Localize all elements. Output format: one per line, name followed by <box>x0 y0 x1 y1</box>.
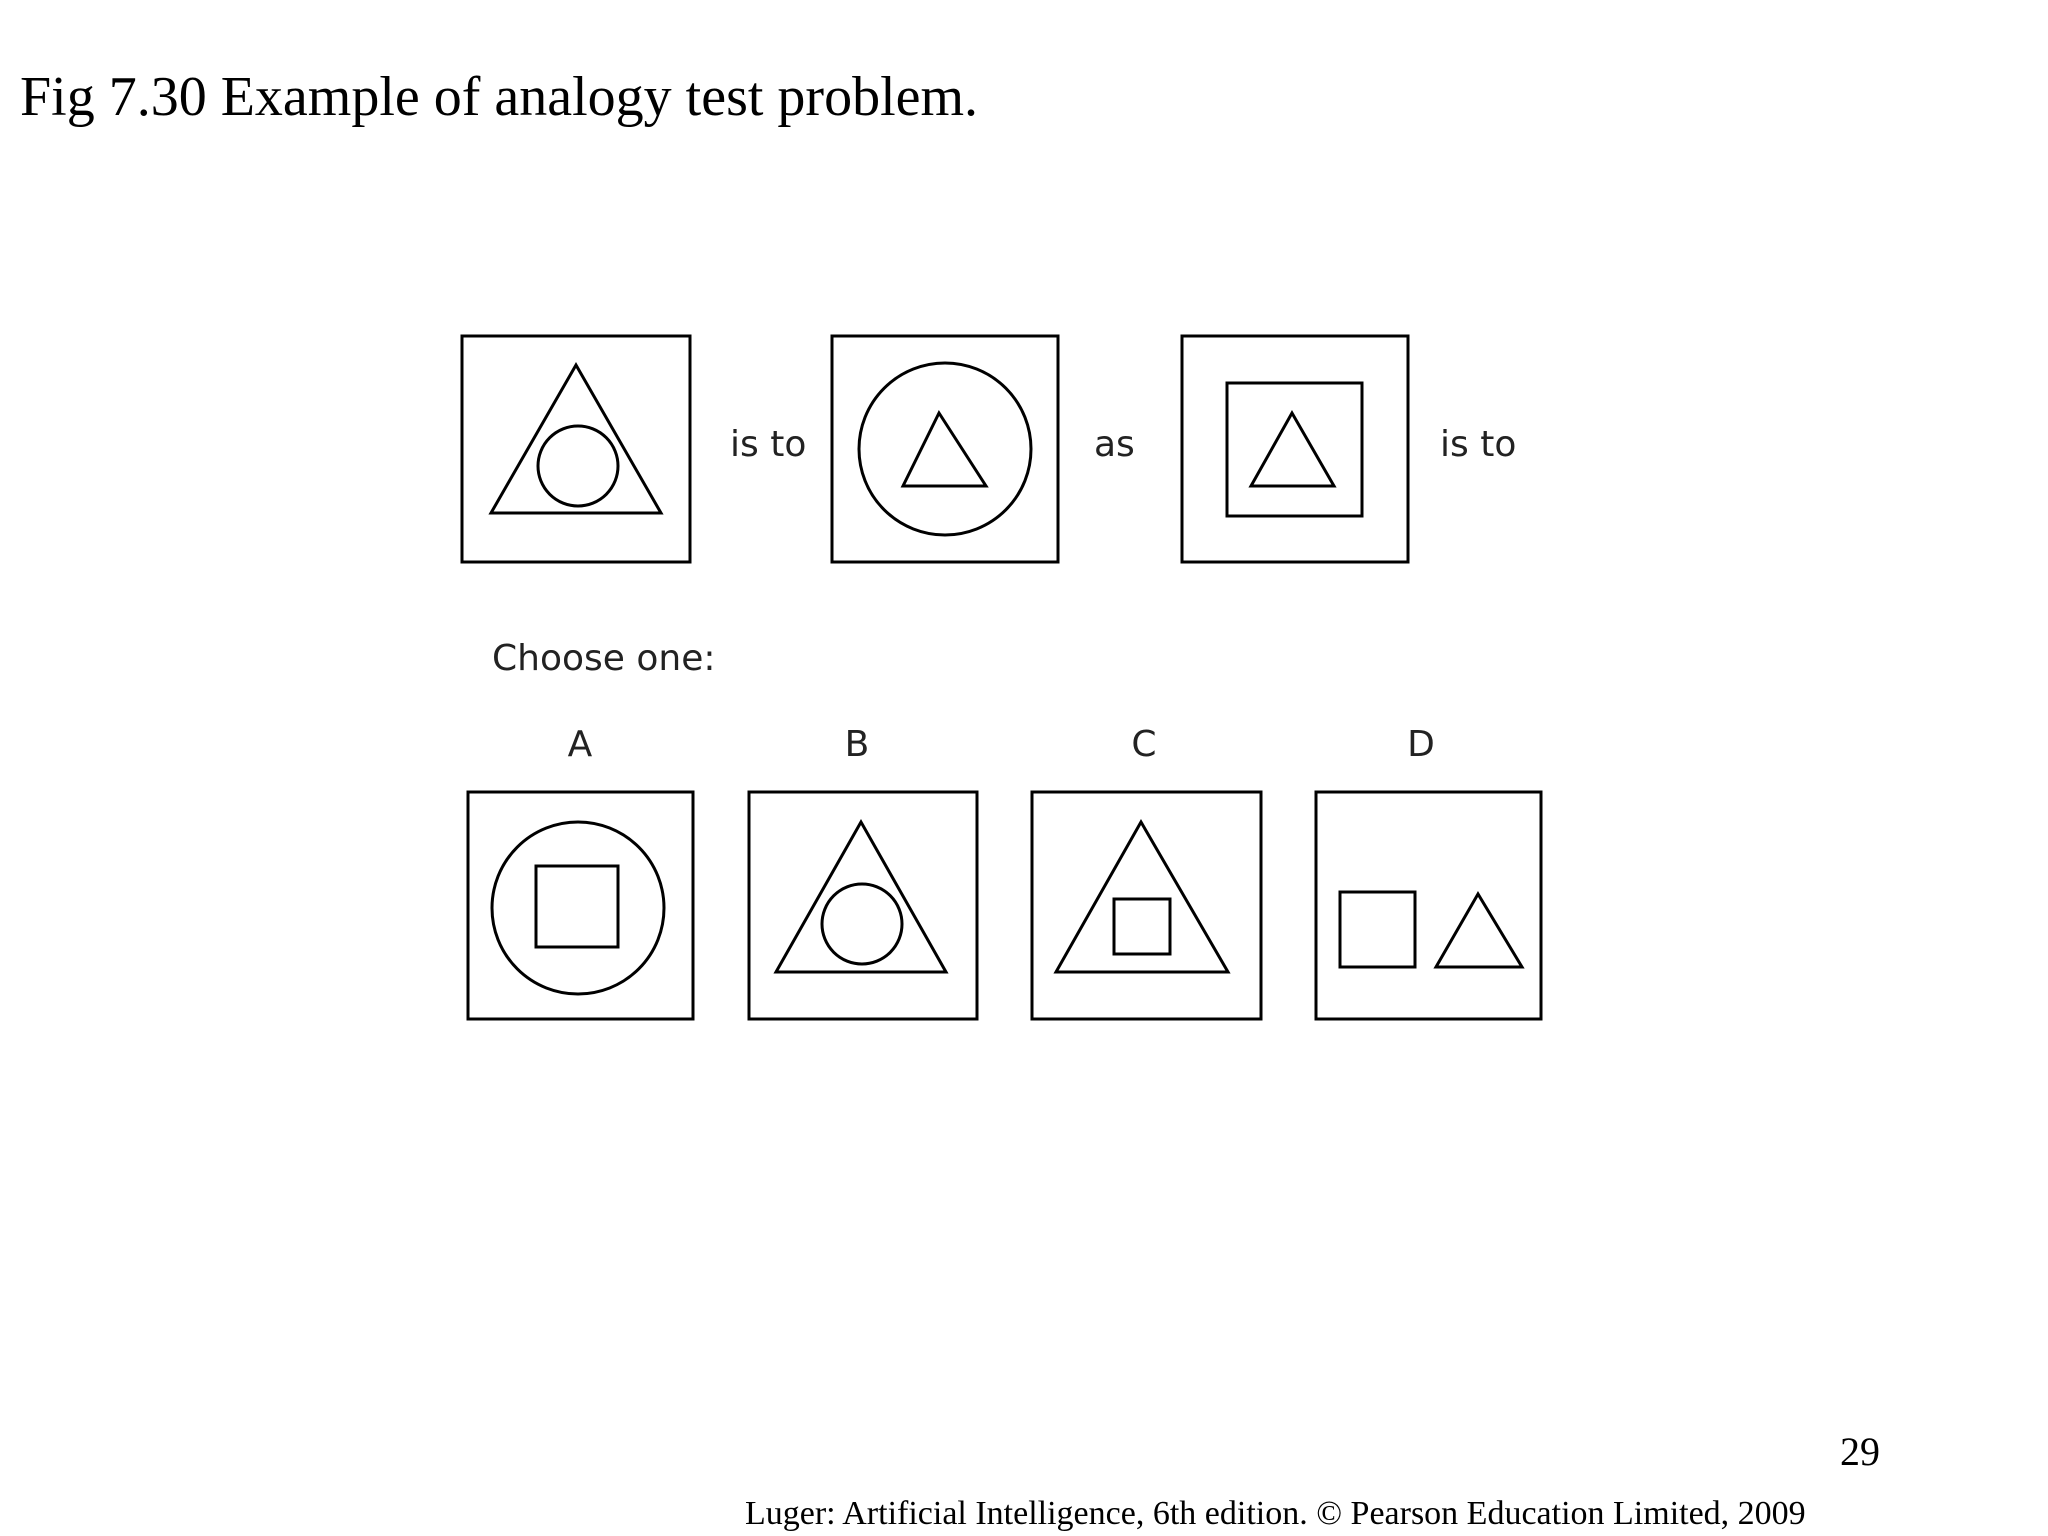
option-b-label: B <box>844 724 870 765</box>
panel-frame <box>468 792 693 1019</box>
triangle-shape <box>776 822 946 972</box>
option-c-label: C <box>1131 724 1157 765</box>
circle-shape <box>822 884 902 964</box>
option-d-label: D <box>1407 724 1435 765</box>
connector-is-to-1: is to <box>730 424 807 465</box>
page-number: 29 <box>1840 1429 1880 1474</box>
option-c-panel[interactable] <box>1032 792 1261 1019</box>
option-a-panel[interactable] <box>468 792 693 1019</box>
connector-is-to-2: is to <box>1440 424 1517 465</box>
triangle-shape <box>903 413 986 486</box>
analogy-panel-1 <box>462 336 690 562</box>
square-shape <box>1340 892 1415 967</box>
circle-shape <box>492 822 664 994</box>
option-d-panel[interactable] <box>1316 792 1541 1019</box>
analogy-panel-3 <box>1182 336 1408 562</box>
circle-shape <box>538 426 618 506</box>
footer-citation: Luger: Artificial Intelligence, 6th edition. © Pearson Education Limited, 2009 <box>745 1495 1806 1532</box>
circle-shape <box>859 363 1031 535</box>
triangle-shape <box>1436 894 1522 967</box>
square-shape <box>536 866 618 947</box>
panel-frame <box>1182 336 1408 562</box>
panel-frame <box>1032 792 1261 1019</box>
panel-frame <box>1316 792 1541 1019</box>
panel-frame <box>462 336 690 562</box>
option-b-panel[interactable] <box>749 792 977 1019</box>
connector-as: as <box>1094 424 1135 465</box>
option-a-label: A <box>567 724 593 765</box>
triangle-shape <box>1251 413 1334 486</box>
square-shape <box>1114 899 1170 954</box>
triangle-shape <box>491 365 661 513</box>
square-shape <box>1227 383 1362 516</box>
panel-frame <box>832 336 1058 562</box>
analogy-panel-2 <box>832 336 1058 562</box>
choose-prompt: Choose one: <box>492 638 716 679</box>
triangle-shape <box>1056 822 1228 972</box>
slide-title: Fig 7.30 Example of analogy test problem. <box>20 66 979 128</box>
